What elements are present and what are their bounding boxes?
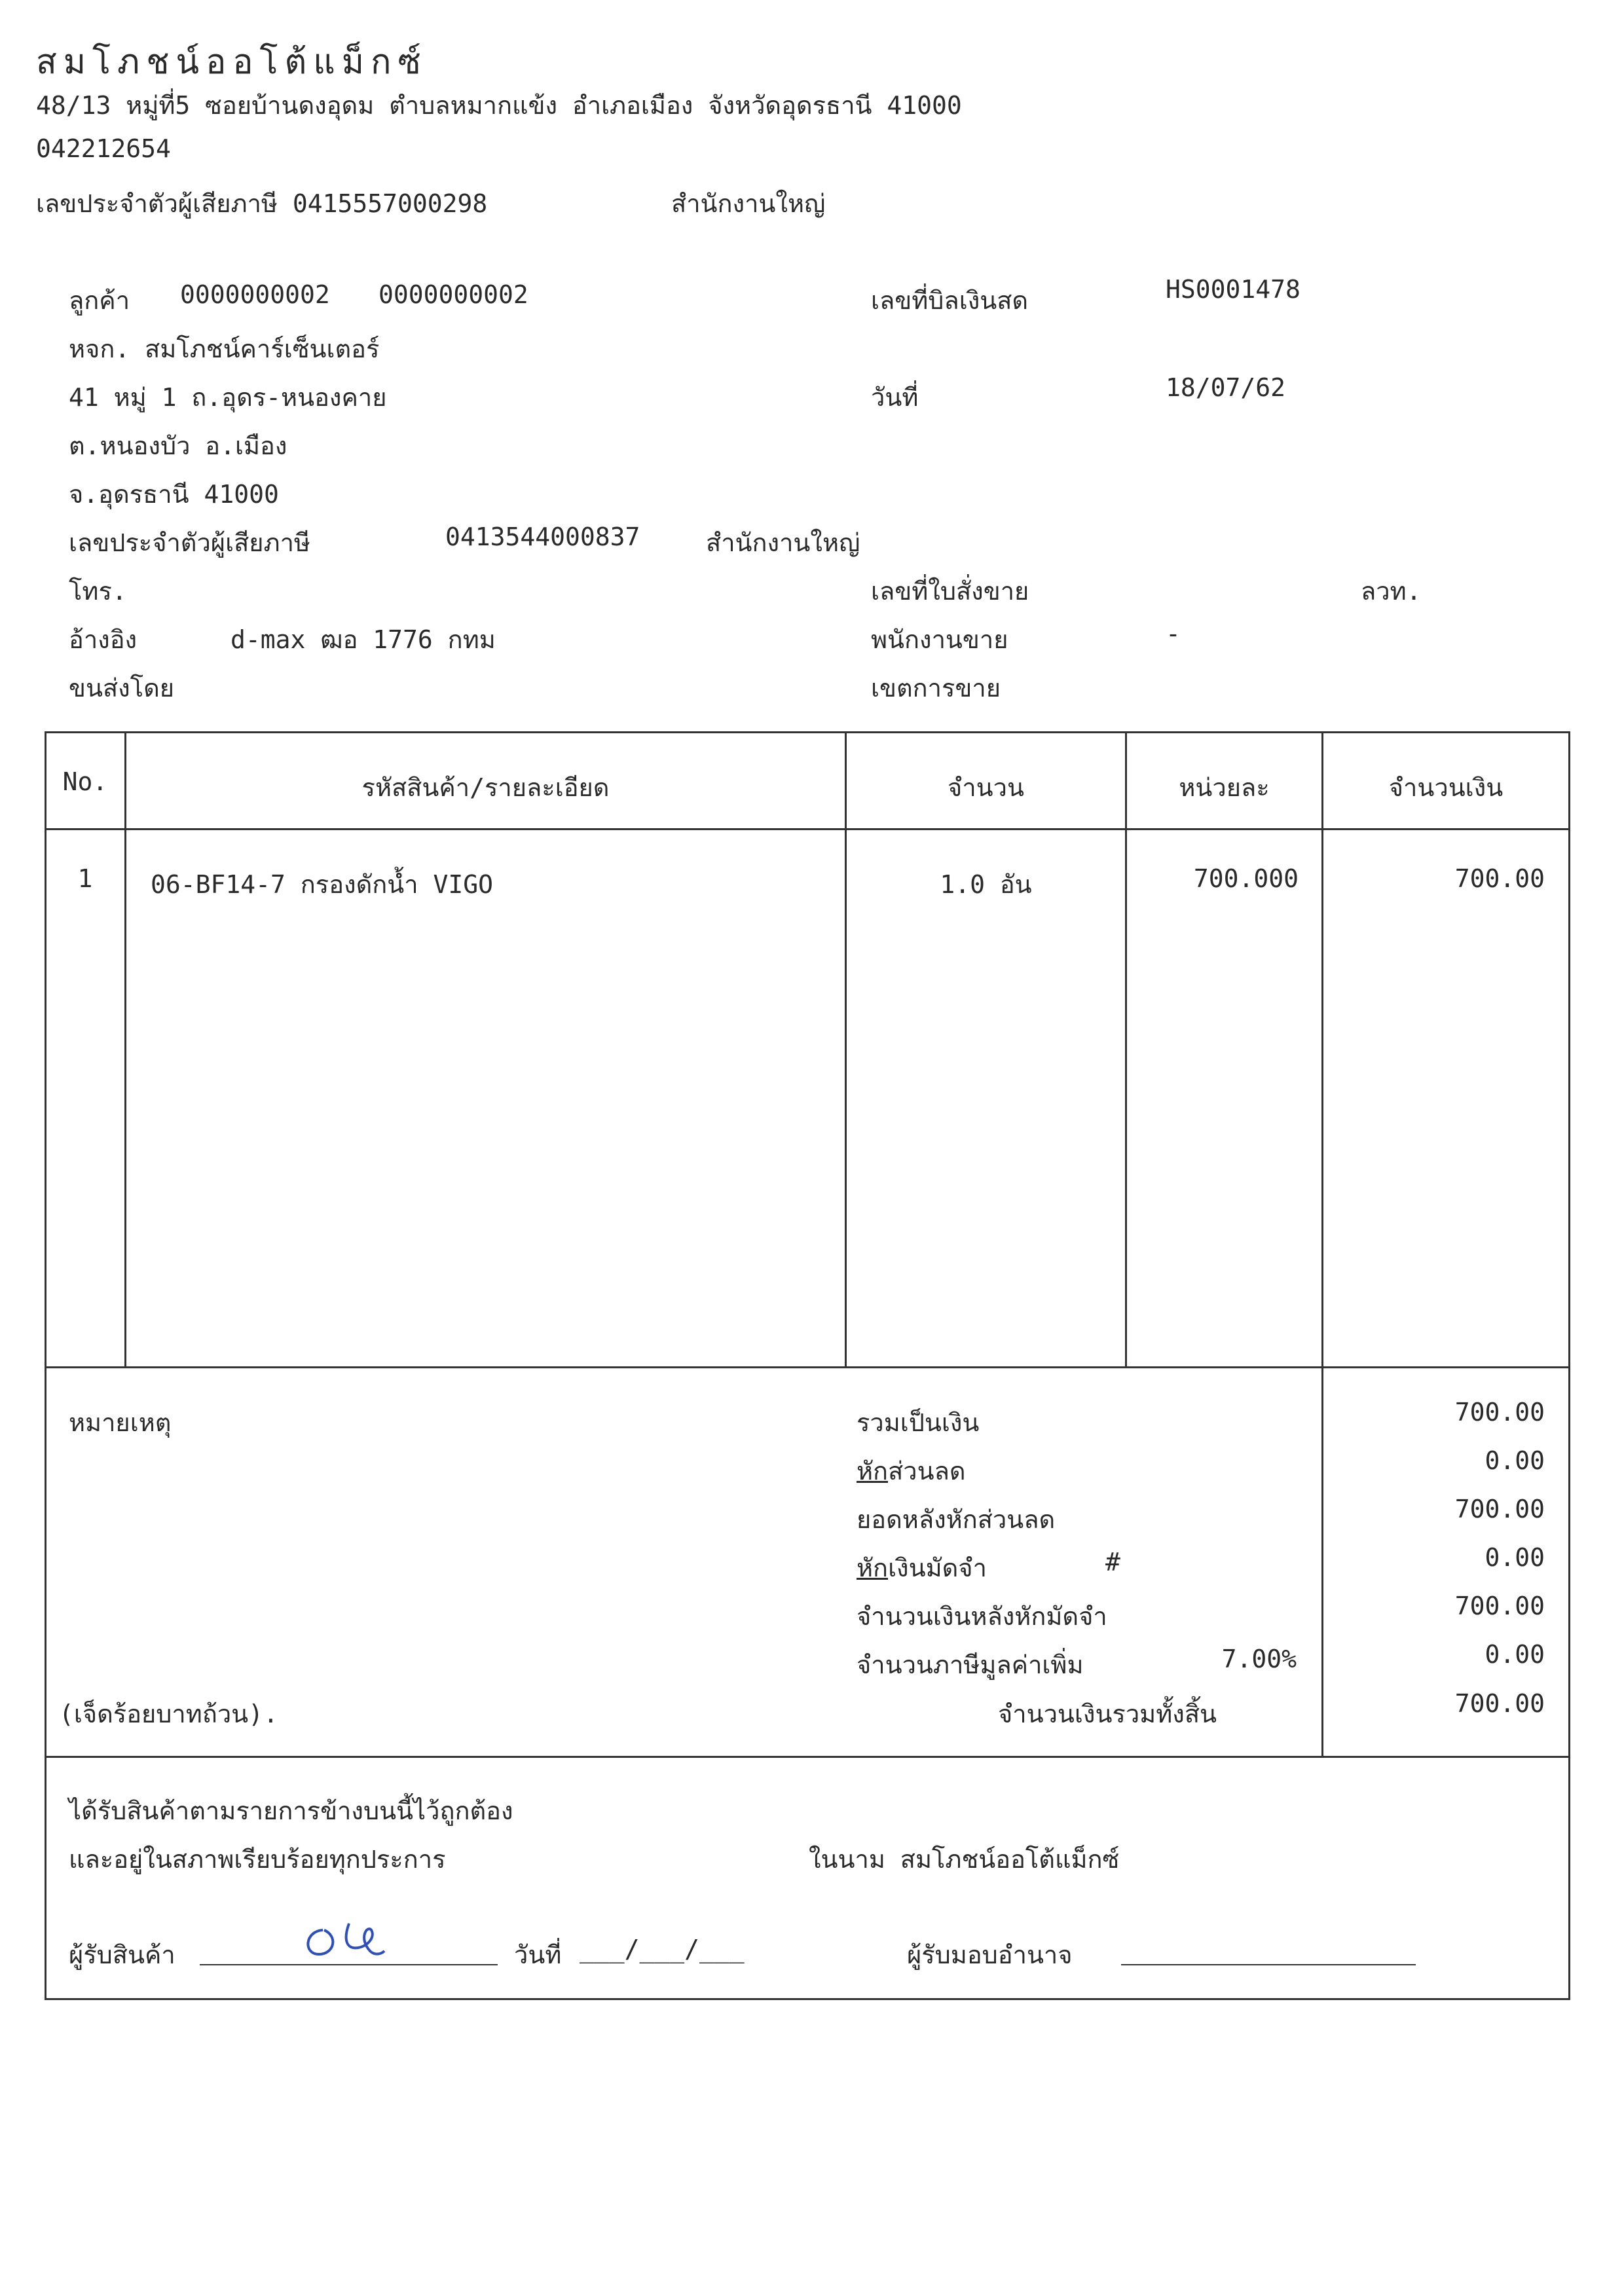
salesperson-label: พนักงานขาย xyxy=(871,625,1008,654)
receive-date-blank: ___/___/___ xyxy=(580,1935,745,1963)
receiver-signature xyxy=(298,1918,409,1967)
header-no: No. xyxy=(62,767,108,796)
deposit-value: 0.00 xyxy=(1485,1543,1545,1572)
subtotal-label: รวมเป็นเงิน xyxy=(857,1408,980,1437)
vat-label: จำนวนภาษีมูลค่าเพิ่ม xyxy=(857,1650,1084,1679)
after-discount-label: ยอดหลังหักส่วนลด xyxy=(857,1505,1056,1534)
after-deposit-label: จำนวนเงินหลังหักมัดจำ xyxy=(857,1602,1107,1631)
deposit-label: หักเงินมัดจำ xyxy=(857,1554,987,1582)
vat-value: 0.00 xyxy=(1485,1640,1545,1669)
row-unit-price: 700.000 xyxy=(1193,864,1299,893)
row-description: 06-BF14-7 กรองดักน้ำ VIGO xyxy=(151,870,493,899)
authorized-signature-line xyxy=(1121,1964,1416,1965)
customer-code-2: 0000000002 xyxy=(378,280,528,309)
row-quantity: 1.0 อัน xyxy=(940,870,1032,899)
salesperson-value: - xyxy=(1166,619,1181,648)
sales-order-value: ลวท. xyxy=(1361,577,1422,606)
customer-phone-label: โทร. xyxy=(69,577,127,606)
on-behalf-text: ในนาม สมโภชน์ออโต้แม็กซ์ xyxy=(809,1845,1120,1874)
after-deposit-value: 700.00 xyxy=(1454,1592,1545,1620)
company-phone: 042212654 xyxy=(36,134,171,163)
authorized-label: ผู้รับมอบอำนาจ xyxy=(907,1941,1073,1969)
customer-tax-id: 0413544000837 xyxy=(445,522,640,551)
bill-date-label: วันที่ xyxy=(871,383,919,412)
customer-tax-label: เลขประจำตัวผู้เสียภาษี xyxy=(69,528,310,557)
receiver-label: ผู้รับสินค้า xyxy=(69,1941,175,1969)
bill-no-label: เลขที่บิลเงินสด xyxy=(871,286,1029,315)
company-branch: สำนักงานใหญ่ xyxy=(671,189,826,218)
after-discount-value: 700.00 xyxy=(1454,1495,1545,1523)
receive-date-label: วันที่ xyxy=(514,1941,562,1969)
discount-label: หักส่วนลด xyxy=(857,1457,966,1485)
customer-address-1: 41 หมู่ 1 ถ.อุดร-หนองคาย xyxy=(69,383,387,412)
remark-label: หมายเหตุ xyxy=(69,1408,172,1437)
subtotal-value: 700.00 xyxy=(1454,1398,1545,1427)
header-unit-price: หน่วยละ xyxy=(1179,773,1270,802)
grand-total-label: จำนวนเงินรวมทั้งสิ้น xyxy=(998,1700,1217,1728)
discount-value: 0.00 xyxy=(1485,1446,1545,1475)
received-text-2: และอยู่ในสภาพเรียบร้อยทุกประการ xyxy=(69,1845,446,1874)
header-amount: จำนวนเงิน xyxy=(1388,773,1504,802)
customer-label: ลูกค้า xyxy=(69,286,130,315)
bill-no-value: HS0001478 xyxy=(1166,275,1301,304)
row-no: 1 xyxy=(77,864,93,893)
amount-in-words: (เจ็ดร้อยบาทถ้วน). xyxy=(59,1700,278,1728)
received-text-1: ได้รับสินค้าตามรายการข้างบนนี้ไว้ถูกต้อง xyxy=(69,1796,513,1825)
reference-value: d-max ฒอ 1776 กทม xyxy=(231,625,496,654)
vat-rate: 7.00% xyxy=(1221,1645,1297,1673)
reference-label: อ้างอิง xyxy=(69,625,138,654)
sales-order-label: เลขที่ใบสั่งขาย xyxy=(871,577,1029,606)
company-name: สมโภชน์ออโต้แม็กซ์ xyxy=(36,43,428,82)
customer-name: หจก. สมโภชน์คาร์เซ็นเตอร์ xyxy=(69,335,380,363)
company-address: 48/13 หมู่ที่5 ซอยบ้านดงอุดม ตำบลหมากแข้ง อำเภอเมือง จังหวัดอุดรธานี 41000 xyxy=(36,91,962,120)
grand-total-value: 700.00 xyxy=(1454,1689,1545,1718)
header-description: รหัสสินค้า/รายละเอียด xyxy=(361,773,610,802)
deposit-hash: # xyxy=(1105,1548,1120,1576)
customer-code-1: 0000000002 xyxy=(180,280,330,309)
row-amount: 700.00 xyxy=(1454,864,1545,893)
customer-branch: สำนักงานใหญ่ xyxy=(706,528,860,557)
bill-date-value: 18/07/62 xyxy=(1166,373,1286,402)
sales-area-label: เขตการขาย xyxy=(871,674,1001,702)
customer-address-2: ต.หนองบัว อ.เมือง xyxy=(69,431,287,460)
header-quantity: จำนวน xyxy=(948,773,1024,802)
company-tax-id: เลขประจำตัวผู้เสียภาษี 0415557000298 xyxy=(36,189,488,218)
ship-by-label: ขนส่งโดย xyxy=(69,674,175,702)
customer-address-3: จ.อุดรธานี 41000 xyxy=(69,480,279,509)
